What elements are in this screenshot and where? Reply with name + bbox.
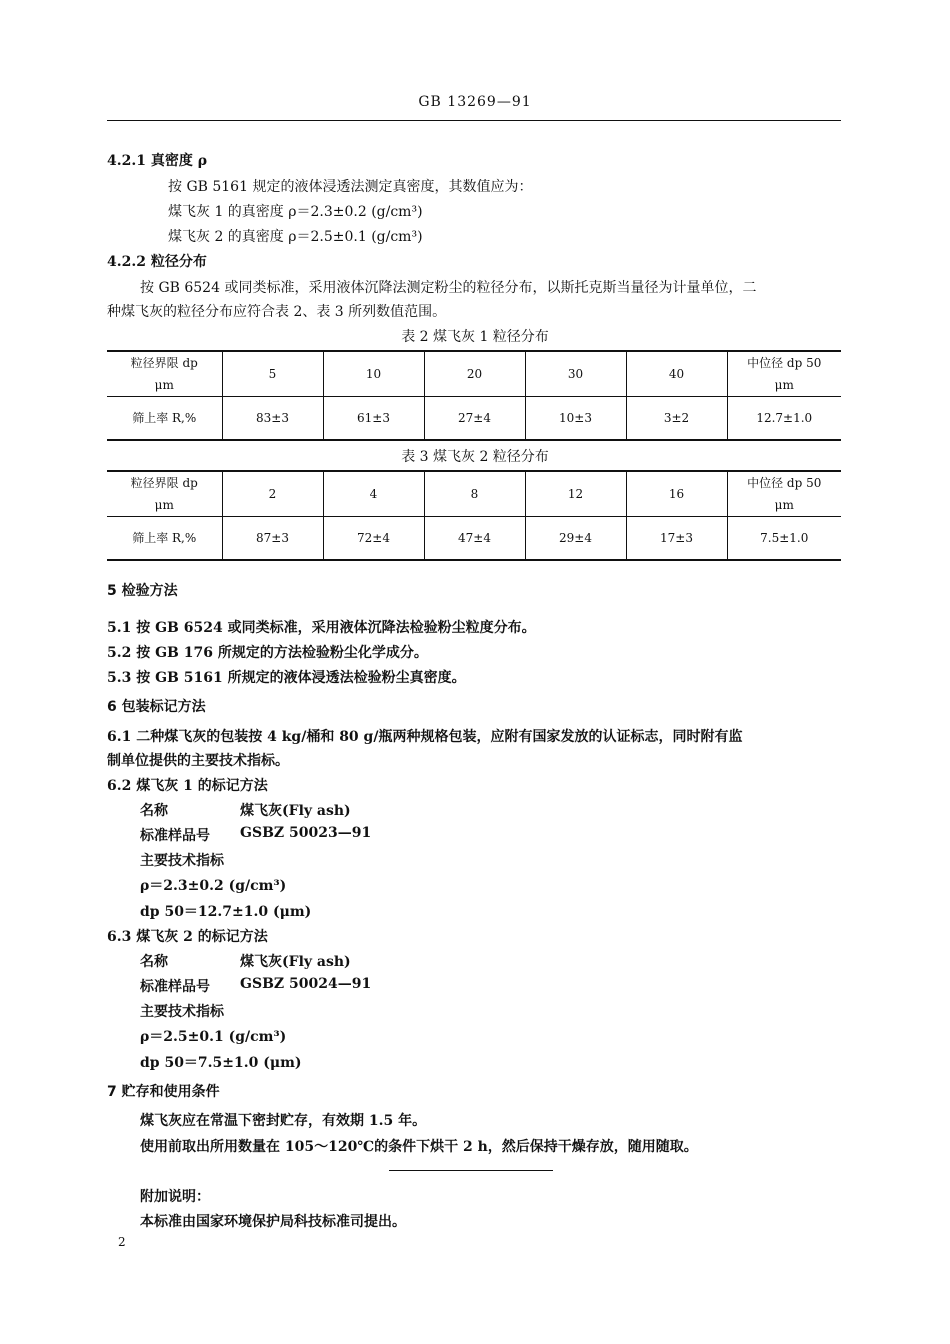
m2-spec: 主要技术指标 (140, 1004, 224, 1020)
m2-rho: ρ＝2.5±0.1 (g/cm³) (140, 1029, 287, 1045)
s421-line1: 按 GB 5161 规定的液体浸透法测定真密度，其数值应为： (168, 179, 533, 195)
s5-item-1: 5.1 按 GB 6524 或同类标准，采用液体沉降法检验粉尘粒度分布。 (107, 620, 536, 636)
header-code: GB 13269—91 (418, 94, 532, 110)
table2-size-cell: 40 (626, 351, 727, 397)
table2-value-cell: 27±4 (424, 397, 525, 440)
table3-header-label: 粒径界限 dp μm (107, 471, 222, 517)
header-rule (107, 120, 841, 121)
table3-size-cell: 12 (525, 471, 626, 517)
m2-no-label: 标准样品号 (140, 979, 210, 995)
table2-median-cell: 12.7±1.0 (727, 397, 841, 440)
m1-name-value: 煤飞灰(Fly ash) (240, 803, 351, 819)
table3-value-cell: 72±4 (323, 517, 424, 560)
s421-line2: 煤飞灰 1 的真密度 ρ＝2.3±0.2 (g/cm³) (168, 204, 423, 220)
s5-item-3: 5.3 按 GB 5161 所规定的液体浸透法检验粉尘真密度。 (107, 670, 466, 686)
table2-value-cell: 83±3 (222, 397, 323, 440)
table3-row-label: 筛上率 R,% (107, 517, 222, 560)
section-6-title: 6 包装标记方法 (107, 699, 206, 715)
m2-no-value: GSBZ 50024—91 (240, 976, 372, 992)
table3-value-cell: 29±4 (525, 517, 626, 560)
table3-size-cell: 16 (626, 471, 727, 517)
m2-dp: dp 50＝7.5±1.0 (μm) (140, 1055, 302, 1071)
m1-dp: dp 50＝12.7±1.0 (μm) (140, 904, 312, 920)
m2-name-value: 煤飞灰(Fly ash) (240, 954, 351, 970)
table3-header-median: 中位径 dp 50 μm (727, 471, 841, 517)
table2-size-cell: 10 (323, 351, 424, 397)
section-4-2-1-title: 4.2.1 真密度 ρ (107, 153, 208, 169)
section-4-2-2-title: 4.2.2 粒径分布 (107, 254, 207, 270)
table3 (107, 470, 841, 561)
table2 (107, 350, 841, 441)
table3-value-cell: 47±4 (424, 517, 525, 560)
table2-header-median: 中位径 dp 50 μm (727, 351, 841, 397)
table2-size-cell: 5 (222, 351, 323, 397)
m1-name-label: 名称 (140, 803, 168, 819)
table3-size-cell: 8 (424, 471, 525, 517)
s6-3-title: 6.3 煤飞灰 2 的标记方法 (107, 929, 268, 945)
s422-para2: 种煤飞灰的粒径分布应符合表 2、表 3 所列数值范围。 (107, 304, 447, 320)
table2-header-label: 粒径界限 dp μm (107, 351, 222, 397)
table3-value-cell: 87±3 (222, 517, 323, 560)
s7-line2: 使用前取出所用数量在 105～120℃的条件下烘干 2 h，然后保持干燥存放，随用随取。 (140, 1139, 698, 1155)
m1-no-label: 标准样品号 (140, 828, 210, 844)
table3-size-cell: 2 (222, 471, 323, 517)
addendum-text: 本标准由国家环境保护局科技标准司提出。 (140, 1214, 406, 1230)
m1-spec: 主要技术指标 (140, 853, 224, 869)
m2-name-label: 名称 (140, 954, 168, 970)
s421-line3: 煤飞灰 2 的真密度 ρ＝2.5±0.1 (g/cm³) (168, 229, 423, 245)
s422-para1: 按 GB 6524 或同类标准，采用液体沉降法测定粉尘的粒径分布，以斯托克斯当量径为计量单位，二 (140, 280, 757, 296)
s7-line1: 煤飞灰应在常温下密封贮存，有效期 1.5 年。 (140, 1113, 427, 1129)
table3-value-cell: 17±3 (626, 517, 727, 560)
table2-row-label: 筛上率 R,% (107, 397, 222, 440)
section-5-title: 5 检验方法 (107, 583, 178, 599)
end-rule (389, 1170, 553, 1171)
addendum-title: 附加说明： (140, 1189, 210, 1205)
table2-value-cell: 61±3 (323, 397, 424, 440)
table2-caption: 表 2 煤飞灰 1 粒径分布 (401, 329, 549, 345)
page-number: 2 (118, 1235, 126, 1249)
table2-value-cell: 3±2 (626, 397, 727, 440)
s6-para-1b: 制单位提供的主要技术指标。 (107, 753, 289, 769)
table2-size-cell: 20 (424, 351, 525, 397)
s6-2-title: 6.2 煤飞灰 1 的标记方法 (107, 778, 268, 794)
table3-median-cell: 7.5±1.0 (727, 517, 841, 560)
table3-caption: 表 3 煤飞灰 2 粒径分布 (401, 449, 549, 465)
s6-para-1a: 6.1 二种煤飞灰的包装按 4 kg/桶和 80 g/瓶两种规格包装，应附有国家发放的认证标志，同时附有监 (107, 729, 743, 745)
section-7-title: 7 贮存和使用条件 (107, 1084, 220, 1100)
table3-size-cell: 4 (323, 471, 424, 517)
m1-no-value: GSBZ 50023—91 (240, 825, 372, 841)
table2-size-cell: 30 (525, 351, 626, 397)
s5-item-2: 5.2 按 GB 176 所规定的方法检验粉尘化学成分。 (107, 645, 428, 661)
table2-value-cell: 10±3 (525, 397, 626, 440)
m1-rho: ρ＝2.3±0.2 (g/cm³) (140, 878, 287, 894)
